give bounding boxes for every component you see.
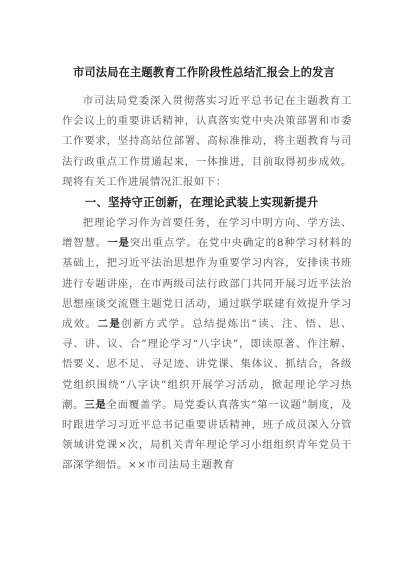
paragraph-text: 创新方式学。总结提炼出“读、注、悟、思、寻、讲、议、合”理论学习“八字诀”，即读原著、作注解、悟要义、思不足、寻足迹、讲党课、集体议、抓结合，各级党组织围绕“八字诀”组织开展学习活动，掀起理论学习热潮。 — [62, 318, 353, 411]
paragraph-text: 突出重点学。在党中央确定的8种学习材料的基础上，把习近平法治思想作为重要学习内容，安排读书班进行专题讲座，在市两级司法行政部门共同开展习近平法治思想座谈交流暨主题党日活动，通过联学联建有效提升学习成效。 — [62, 237, 352, 331]
body-paragraph — [62, 213, 352, 476]
document-title: 市司法局在主题教育工作阶段性总结汇报会上的发言 — [73, 65, 335, 79]
point-label: 一是 — [107, 237, 130, 250]
intro-paragraph: 市司法局党委深入贯彻落实习近平总书记在主题教育工作会议上的重要讲话精神，认真落实党中央决策部署和市委工作要求，坚持高站位部署、高标准推动，将主题教育与司法行政重点工作贯通起来，一体推进，目前取得初步成效。现将有关工作进展情况汇报如下： — [62, 95, 352, 188]
paragraph-text: 全面覆盖学。局党委认真落实“第一议题”制度，及时跟进学习习近平总书记重要讲话精神，班子成员深入分管领域讲党课×次，局机关青年理论学习小组组织青年党员干部深学细悟。××市司法局主题教育 — [62, 398, 353, 472]
section-heading: 一、坚持守正创新，在理论武装上实现新提升 — [84, 195, 319, 210]
document-body — [62, 91, 352, 476]
paragraph-text: 把理论学习作为首要任务，在学习中明方向、学方法、增智慧。 — [62, 217, 352, 250]
point-label: 二是 — [97, 318, 122, 331]
point-label: 三是 — [84, 398, 107, 411]
